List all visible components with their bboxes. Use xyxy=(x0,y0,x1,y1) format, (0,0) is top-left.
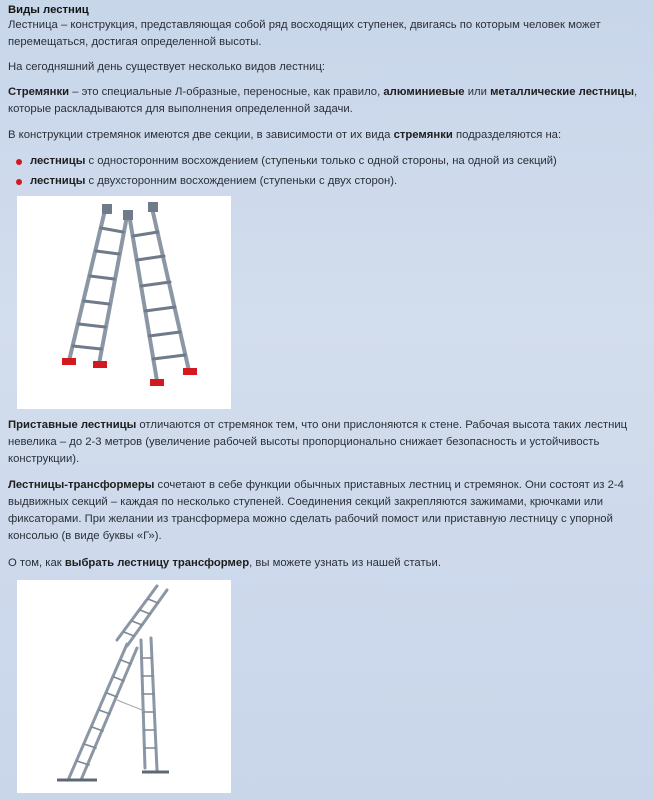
page-title: Виды лестниц xyxy=(8,4,89,16)
extension-ladder-paragraph: Приставные лестницы отличаются от стремянок тем, что они прислоняются к стене. Рабочая высота таких лестниц невелика – до 2-3 метров (увеличение рабочей высоты пропорционально снижает безопасность и устойчивость конструкции). xyxy=(8,419,628,465)
stepladder-term: Стремянки xyxy=(8,86,70,98)
stepladder-types-list xyxy=(16,153,557,193)
bullet-icon xyxy=(16,179,22,185)
transformer-paragraph: Лестницы-трансформеры сочетают в себе функции обычных приставных лестниц и стремянок. Они состоят из 2-4 выдвижных секций – каждая по несколько ступеней. Соединения секций закрепляются зажимами, крючками или фиксаторами. При желании из трансформера можно сделать рабочий помост или приставную лестницу с упорной консолью (в виде буквы «Г»). xyxy=(8,479,624,542)
choose-transformer-link[interactable]: выбрать лестницу трансформер xyxy=(64,557,250,569)
list-item: лестницы с односторонним восхождением (ступеньки только с одной стороны, на одной из секций) xyxy=(16,153,557,170)
transformer-ladder-photo xyxy=(17,580,231,793)
list-item: лестницы с двухсторонним восхождением (ступеньки с двух сторон). xyxy=(16,173,557,190)
stepladder-paragraph: Стремянки – это специальные Л-образные, переносные, как правило, алюминиевые или металлические лестницы, которые раскладываются для выполнения определенной задачи. xyxy=(8,86,638,115)
types-intro: На сегодняшний день существует несколько видов лестниц: xyxy=(8,61,326,73)
article-link-paragraph: О том, как выбрать лестницу трансформер, вы можете узнать из нашей статьи. xyxy=(8,557,441,569)
intro-paragraph: Лестница – конструкция, представляющая собой ряд восходящих ступенек, двигаясь по которым человек может перемещаться, достигая определенной высоты. xyxy=(8,19,601,48)
stepladder-photo xyxy=(17,196,231,409)
bullet-icon xyxy=(16,159,22,165)
transformer-ladder-illustration xyxy=(17,580,231,793)
stepladder-illustration xyxy=(17,196,231,409)
sections-paragraph: В конструкции стремянок имеются две секции, в зависимости от их вида стремянки подразделяются на: xyxy=(8,129,562,141)
